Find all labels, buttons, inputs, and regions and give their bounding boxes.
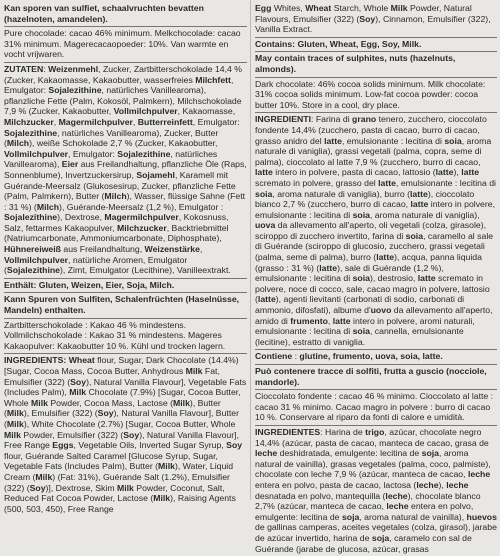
bold-text: Eier xyxy=(61,159,79,170)
text-run: , azúcar, chocolate negro 14,4% (azúcar, pasta de cacao, manteca de cacao, grasa de xyxy=(255,426,489,448)
text-run: aus Freilandhaltung, xyxy=(60,244,145,255)
text-run: : Harina de xyxy=(320,426,366,437)
bold-text: Milchzucker xyxy=(117,222,167,233)
bold-text: latte xyxy=(319,262,338,273)
text-run: Kühl und trocken lagern. xyxy=(128,340,226,351)
left-section xyxy=(4,27,247,63)
bold-text: Soy xyxy=(226,440,243,451)
text-run: intero in polvere, aromi naturali, emulsionante : lecitina di xyxy=(255,315,475,337)
bold-text: Kan sporen van sulfiet, schaalvruchten bevatten (hazelnoten, amandelen). xyxy=(4,3,204,24)
bold-text: uovo xyxy=(370,305,392,316)
left-section xyxy=(4,2,247,27)
bold-text: Milk xyxy=(390,3,408,13)
text-run: ), Emulsifier (322) ( xyxy=(23,408,98,419)
bold-text: latte xyxy=(417,273,436,284)
text-run: , xyxy=(199,244,203,255)
text-run: ), Guérande-Meersalz (1,2 %), Emulgator : xyxy=(59,201,224,212)
text-run: ) (Fat: 31%), Guérande Salt (1.2%), Emulsifier (322) ( xyxy=(4,471,230,493)
section-text xyxy=(255,391,497,423)
right-section xyxy=(255,426,497,556)
text-run: Van warmte en vocht vrijwaren. xyxy=(4,38,229,60)
bold-text: latte xyxy=(257,294,276,305)
text-run: , xyxy=(327,315,333,326)
section-text xyxy=(255,114,497,347)
section-text xyxy=(255,427,497,554)
bold-text: Milch xyxy=(6,138,30,149)
bold-text: latte xyxy=(461,167,480,178)
bold-text: Vollmilchpulver xyxy=(113,106,178,117)
text-run: , Emulgator: xyxy=(192,116,240,127)
section-text xyxy=(4,64,247,276)
text-run: ), Zimt, Emulgator (Lecithine), Vanilleextrakt. xyxy=(60,265,231,276)
bold-text: Milk xyxy=(35,471,53,482)
text-run: , Vegetable Oils, Inverted Sugar Syrup, xyxy=(73,440,227,451)
text-run: Fat, Emulsifier (322) ( xyxy=(4,366,220,387)
bold-text: Sojalezithine xyxy=(4,212,58,223)
bold-text: Milchfett xyxy=(195,74,231,85)
text-run: ), Natural Vanilla Flavour], Butter ( xyxy=(4,408,239,429)
section-text xyxy=(4,28,247,60)
text-run: , Backtriebmittel (Natriumcarbonate, Ammoniumcarbonate, Diphosphate), xyxy=(4,222,229,244)
bold-text: soia xyxy=(352,326,370,337)
text-run: , aroma naturale di vaniglia), grassi vegetali (palma, copra, seme di palma), cioccolato al latte 7,9 % (zucchero, burro di cacao, xyxy=(255,135,492,167)
bold-text: latte xyxy=(410,188,428,199)
bold-text: Milk xyxy=(4,429,21,440)
bold-text: soja xyxy=(421,448,440,459)
section-text xyxy=(4,320,247,352)
bold-text: Sojalezithine xyxy=(117,148,171,159)
text-run: Chocolate (7.9%) [Sugar, Cocoa Butter, Whole xyxy=(4,387,241,408)
bold-text: Milk xyxy=(173,397,190,408)
section-text xyxy=(255,53,497,74)
text-run: ), chocolate blanco 2,7% (azúcar, manteca de cacao, xyxy=(255,490,481,512)
text-run: entera en polvo, emulgente: lecitina de xyxy=(255,501,474,522)
text-run: scremato in polvere, noce di cocco, sale, cacao magro in polvere, lattosio ( xyxy=(255,273,490,305)
right-section xyxy=(255,365,497,390)
bold-text: soja xyxy=(341,511,360,522)
text-run: , Zucker, Zartbitterschokolade 14,4 % (Zucker, Kakaomasse, Kakaobutter, wasserfreies xyxy=(4,63,243,85)
text-run: , emulsionante : lecitina di xyxy=(396,177,496,188)
left-section xyxy=(4,293,247,318)
bold-text: Milk xyxy=(6,418,24,429)
bold-text: leche xyxy=(467,469,491,480)
bold-text: Weizenstärke xyxy=(144,244,200,255)
text-run: de gallinas camperas, aceites vegetales (colza, girasol), jarabe de azúcar invertido, harina de xyxy=(255,522,497,543)
bold-text: soia xyxy=(255,188,273,199)
bold-text: Sojalezithine xyxy=(48,85,102,96)
text-run: ), Raising Agents (500, 503, 450), Free Range xyxy=(4,493,236,514)
bold-text: soja xyxy=(371,532,390,543)
bold-text: Soy xyxy=(29,482,46,493)
text-run: flour, Guérande Salted Caramel [Glucose Syrup, Sugar, Vegetable Fats (Includes Palm), Butter ( xyxy=(4,450,218,472)
text-run: ), acqua, panna liquida (grasso : 31 %) ( xyxy=(255,252,482,273)
bold-text: Eggs xyxy=(52,440,74,451)
bold-text: trigo xyxy=(365,426,385,437)
left-column xyxy=(0,0,250,514)
text-run: ), Dextrose, xyxy=(57,212,105,223)
bold-text: latte xyxy=(332,315,351,326)
bold-text: Magermilchpulver xyxy=(58,116,133,127)
text-run: : xyxy=(292,351,300,362)
text-run: , cannella, emulsionante (lecitine), estratto di vaniglia. xyxy=(255,326,464,347)
text-run: : xyxy=(43,63,49,74)
bold-text: INGREDIENTES xyxy=(255,426,321,437)
text-run: da allevamento all'aperto, amido di xyxy=(255,305,493,326)
text-run: entera en polvo, pasta de cacao, lactosa ( xyxy=(255,479,417,490)
text-run: , natürliches Vanillearoma), xyxy=(4,148,218,170)
bold-text: Wheat xyxy=(305,3,332,13)
text-run: , xyxy=(132,116,138,127)
text-run: da allevamento all'aperto, oli vegetali (colza, girasole), sciroppo di zucchero invertito, farina di xyxy=(255,220,487,241)
bold-text: Sojalezithine xyxy=(6,265,61,276)
bold-text: frumento xyxy=(290,315,328,326)
bold-text: soia xyxy=(352,209,370,220)
bold-text: Può contenere tracce di solfiti, frutta a guscio (nocciole, mandorle). xyxy=(255,366,487,387)
bold-text: Wheat xyxy=(68,355,95,366)
section-text xyxy=(255,366,497,387)
text-run: Pure chocolade: cacao 46% minimum. Melkchocolade: cacao 31% minimum. Magerecacaopoeder: 10%. xyxy=(4,28,241,49)
bold-text: INGREDIENTS: xyxy=(4,355,69,366)
bold-text: Milk xyxy=(185,366,203,376)
right-section xyxy=(255,38,497,53)
text-run: , aroma natural de vainilla), grasas vegetales (palma, coco, palmiste), chocolate con leche 7,9 % (azúcar, manteca de cacao, xyxy=(255,448,491,480)
text-run: : Farina di xyxy=(311,114,353,125)
bold-text: soia xyxy=(405,230,424,241)
text-run: , Emulgator: xyxy=(68,148,118,159)
text-run: ), agenti lievitanti (carbonati di sodio, carbonati di ammonio, difosfati), albume d' xyxy=(255,294,465,316)
section-text xyxy=(255,79,497,111)
text-run: ), weiße Schokolade 2,7 % (Zucker, Kakaobutter, xyxy=(29,138,218,149)
text-run: , Kakaomasse, xyxy=(177,106,236,117)
bold-text: Weizenmehl xyxy=(48,63,99,74)
text-run: Zartbitterschokolade : Kakao 46 % mindestens. Vollmilchschokolade : Kakao 31 % mindestens. Mageres Kakaopulver: Kakaobutter 10 %. xyxy=(4,319,222,351)
text-run: ), Natural Vanilla Flavour], Free Range xyxy=(4,429,239,451)
text-run: deshidratada, emulgente: lecitina de xyxy=(277,448,422,459)
section-text xyxy=(4,3,247,24)
bold-text: Milk xyxy=(116,482,134,493)
text-run: ), Butter ( xyxy=(4,397,221,419)
bold-text: Sojalezithine xyxy=(4,127,58,138)
bold-text: Vollmilchpulver xyxy=(4,254,69,265)
bold-text: leche xyxy=(386,501,409,512)
bold-text: INGREDIENTI xyxy=(255,114,311,125)
text-run: , natürliches Vanillearoma), Zucker, Butter ( xyxy=(4,127,219,149)
left-section xyxy=(4,279,247,294)
bold-text: soia xyxy=(352,273,370,284)
bold-text: latte xyxy=(410,199,429,210)
bold-text: Milk xyxy=(31,397,48,408)
bold-text: Enthält: Gluten, Weizen, Eier, Soja, Milch. xyxy=(4,279,175,290)
text-run: intero in polvere, emulsionante : lecitina di xyxy=(255,199,496,220)
bold-text: leche xyxy=(255,448,278,459)
text-run: Powder, Coconut, Salt, Reduced Fat Cocoa Powder, Lactose ( xyxy=(4,482,225,504)
right-section xyxy=(255,78,497,114)
text-run: Starch, Whole xyxy=(331,3,391,13)
text-run: , aroma naturale di vaniglia), burro ( xyxy=(272,188,411,199)
text-run: flour, Sugar, Dark Chocolate (14.4%) [Sugar, Cocoa Mass, Cocoa Butter, Anhydrous xyxy=(4,355,239,376)
text-run: Store in a cool, dry place. xyxy=(299,99,400,110)
right-section xyxy=(255,390,497,426)
text-run: scremato in polvere, grasso del xyxy=(255,177,379,188)
text-run: ), xyxy=(438,479,447,490)
bold-text: Soy xyxy=(97,408,114,419)
section-text xyxy=(4,294,247,315)
bold-text: latte xyxy=(376,252,395,263)
text-run: , caramello al sale di Guérande (sciroppo di glucosio, zucchero, grassi vegetali (palma, seme di palma), burro ( xyxy=(255,230,494,263)
bold-text: Milk xyxy=(69,387,87,398)
bold-text: Soy xyxy=(359,13,376,24)
bold-text: Milchzucker xyxy=(4,116,54,127)
bold-text: Milk xyxy=(153,493,171,504)
text-run: tenero, zucchero, cioccolato fondente 14,4% (zucchero, pasta di cacao, burro di cacao, grasso anidro del xyxy=(255,114,487,146)
bold-text: Soy xyxy=(123,429,140,440)
text-run: , Emulgator: xyxy=(4,74,234,96)
bold-text: leche xyxy=(385,490,408,501)
text-run: ), xyxy=(453,167,462,178)
bold-text: Egg xyxy=(255,3,272,13)
bold-text: ZUTATEN xyxy=(4,63,44,74)
section-text xyxy=(4,355,247,514)
text-run: , natürliches Vanillearoma), pflanzliche Fette (Palm, Kokosöl, Palmkern), Milchschokolade 7,9 % (Zucker, Kakaobutter, xyxy=(4,85,242,117)
text-run: ), sale di Guérande (1,2 %), emulsionante : lecitina di xyxy=(255,262,444,284)
bold-text: leche xyxy=(446,479,469,490)
text-run: Powder, Natural Flavours, Emulsifier (322) ( xyxy=(255,3,472,24)
text-run: , natürliche Aromen, Emulgator ( xyxy=(4,254,188,276)
bold-text: Vollmilchpulver xyxy=(4,148,69,159)
bold-text: Soy xyxy=(70,376,87,387)
bold-text: Milk xyxy=(158,461,175,472)
bold-text: grano xyxy=(352,114,377,125)
text-run: , aroma natural de vainilla), xyxy=(359,511,467,522)
text-run: ), Water, Liquid Cream ( xyxy=(4,461,234,482)
text-run: )], Dextrose, Skim xyxy=(45,482,117,493)
text-run: ), Wasser, flüssige Sahne (Fett : 31 %) ( xyxy=(4,191,246,212)
bold-text: huevos xyxy=(466,511,497,522)
text-run: aus Freilandhaltung, pflanzliche Öle (Raps, Sonnenblume), Invertzuckersirup, xyxy=(4,159,247,180)
right-section xyxy=(255,113,497,350)
right-column xyxy=(251,0,500,554)
left-section xyxy=(4,319,247,355)
bold-text: Milch xyxy=(36,201,60,212)
text-run: Whites, xyxy=(271,3,306,13)
bold-text: latte xyxy=(255,167,273,178)
text-run: , emulsionante : lecitina di xyxy=(341,135,445,146)
text-run: Conservare al riparo da fonti di calore e umidità. xyxy=(277,412,465,423)
bold-text: soia xyxy=(444,135,462,146)
text-run: Powder, Emulsifier (322) ( xyxy=(20,429,124,440)
bold-text: leche xyxy=(416,479,439,490)
text-run: ), destrosio, xyxy=(369,273,418,284)
bold-text: glutine, frumento, uova, soia, latte. xyxy=(299,351,443,362)
text-run: ), cioccolato bianco 2,7 % (zucchero, burro di cacao, xyxy=(255,188,475,210)
bold-text: Hühnereiweiß xyxy=(4,244,61,255)
bold-text: Kann Spuren von Sulfiten, Schalenfrüchten (Haselnüsse, Mandeln) enthalten. xyxy=(4,294,240,316)
bold-text: latte xyxy=(435,167,454,178)
text-run: , Karamell mit Guérande-Meersalz (Glukosesirup, Zucker, pflanzliche Fette (Palm, Palmkern), Butter ( xyxy=(4,169,236,202)
bold-text: Milk xyxy=(6,408,24,419)
left-section xyxy=(4,354,247,516)
text-run: ), Cinnamon, Emulsifier (322), Vanilla Extract. xyxy=(255,13,491,35)
bold-text: Butterreinfett xyxy=(137,116,193,127)
bold-text: latte xyxy=(324,135,342,146)
section-text xyxy=(255,39,497,50)
right-section xyxy=(255,52,497,77)
bold-text: Milch xyxy=(104,191,127,202)
text-run: desnatada en polvo, mantequilla ( xyxy=(255,490,386,501)
bold-text: May contain traces of sulphites, nuts (hazelnuts, almonds). xyxy=(255,53,456,74)
bold-text: Magermilchpulver xyxy=(104,212,179,223)
bold-text: Contiene xyxy=(255,351,293,362)
text-run: Powder, Cocoa Mass, Lactose ( xyxy=(47,397,174,408)
text-run: ), White Chocolate (2.7%) [Sugar, Cocoa Butter, Whole xyxy=(23,418,236,429)
right-section xyxy=(255,350,497,365)
text-run: , xyxy=(53,116,59,127)
bold-text: latte xyxy=(378,177,397,188)
text-run: , Kokosnuss, Salz, fettarmes Kakaopulver, xyxy=(4,212,229,233)
bold-text: uova xyxy=(255,220,276,231)
section-text xyxy=(4,280,247,291)
bold-text: Sojamehl xyxy=(136,169,175,180)
left-section xyxy=(4,63,247,279)
text-run: intero in polvere, pasta di cacao, lattosio ( xyxy=(272,167,436,178)
text-run: , aroma naturale di vaniglia), xyxy=(369,209,480,220)
text-run: Cioccolato fondente : cacao 46 % minimo. Cioccolato al latte : cacao 31 % minimo. Cacao magro in polvere : burro di cacao 10 %. xyxy=(255,391,494,423)
text-run: ), Natural Vanilla Flavour], Vegetable Fats (Includes Palm), xyxy=(4,376,247,398)
text-run: , caramelo con sal de Guérande (jarabe de glucosa, azúcar, grasas xyxy=(255,532,472,554)
right-section xyxy=(255,2,497,38)
section-text xyxy=(255,351,497,362)
bold-text: Contains: Gluten, Wheat, Egg, Soy, Milk. xyxy=(255,38,422,49)
section-text xyxy=(255,3,497,35)
text-run: Dark chocolate: 46% cocoa solids minimum. Milk chocolate: 31% cocoa solids minimum. Low-fat cocoa powder: cocoa butter 10%. xyxy=(255,78,486,110)
